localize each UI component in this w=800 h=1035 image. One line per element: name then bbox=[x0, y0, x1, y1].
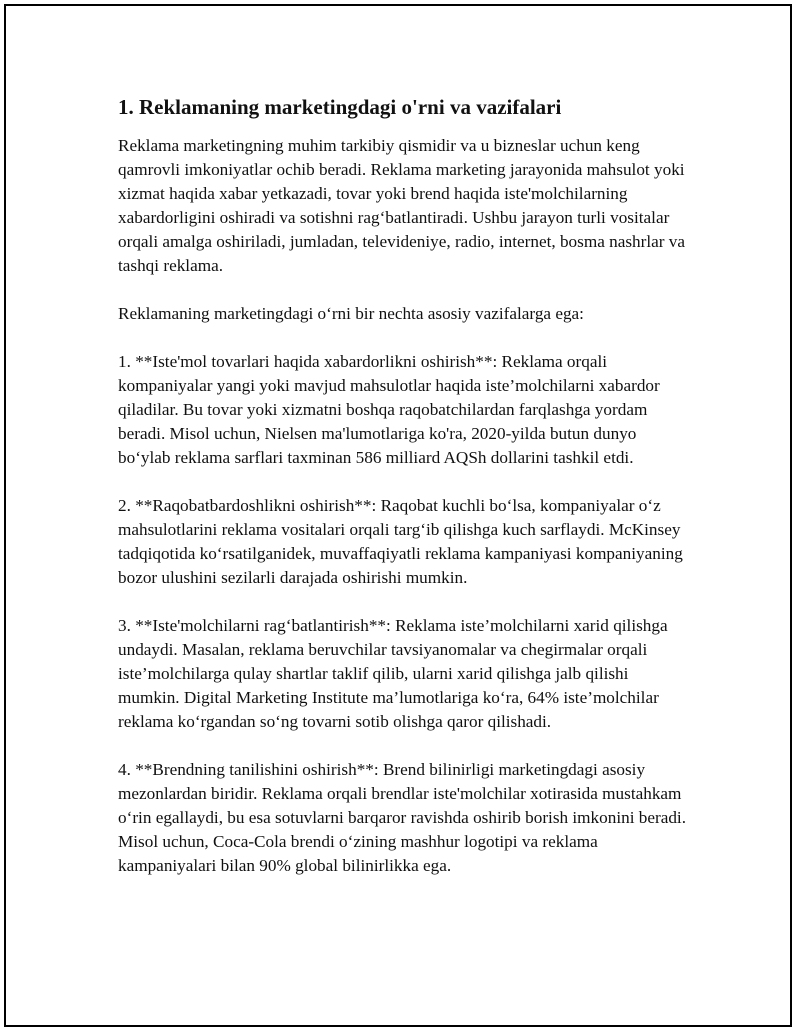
intro-paragraph: Reklama marketingning muhim tarkibiy qismidir va u bizneslar uchun keng qamrovli imkoniyatlar ochib beradi. Reklama marketing jarayonida mahsulot yoki xizmat haqida xabar yetkazadi, tovar yoki brend haqida iste'molchilarning xabardorligini oshiradi va sotishni rag‘batlantiradi. Ushbu jarayon turli vositalar orqali amalga oshiriladi, jumladan, televideniye, radio, internet, bosma nashrlar va tashqi reklama. bbox=[118, 136, 686, 275]
function-item-competitiveness: 2. **Raqobatbardoshlikni oshirish**: Raqobat kuchli bo‘lsa, kompaniyalar o‘z mahsulotlarini reklama vositalari orqali targ‘ib qilishga kuch sarflaydi. McKinsey tadqiqotida ko‘rsatilganidek, muvaffaqiyatli reklama kampaniyasi kompaniyaning bozor ulushini sezilarli darajada oshirishi mumkin. bbox=[118, 496, 683, 587]
functions-lead-paragraph: Reklamaning marketingdagi o‘rni bir nechta asosiy vazifalarga ega: bbox=[118, 304, 584, 323]
function-item-consumer-incentive: 3. **Iste'molchilarni rag‘batlantirish**: Reklama iste’molchilarni xarid qilishga undaydi. Masalan, reklama beruvchilar tavsiyanomalar va chegirmalar orqali iste’molchilarga qulay shartlar taklif qilib, ularni xarid qilishga jalb qilishi mumkin. Digital Marketing Institute ma’lumotlariga ko‘ra, 64% iste’molchilar reklama ko‘rgandan so‘ng tovarni sotib olishga qaror qilishadi. bbox=[118, 616, 668, 731]
function-item-brand-recognition: 4. **Brendning tanilishini oshirish**: Brend bilinirligi marketingdagi asosiy mezonlardan biridir. Reklama orqali brendlar iste'molchilar xotirasida mustahkam o‘rin egallaydi, bu esa sotuvlarni barqaror ravishda oshirib borish imkonini beradi. Misol uchun, Coca-Cola brendi o‘zining mashhur logotipi va reklama kampaniyalari bilan 90% global bilinirlikka ega. bbox=[118, 760, 687, 875]
section-heading: 1. Reklamaning marketingdagi o'rni va vazifalari bbox=[118, 95, 562, 119]
function-item-awareness: 1. **Iste'mol tovarlari haqida xabardorlikni oshirish**: Reklama orqali kompaniyalar yangi yoki mavjud mahsulotlar haqida iste’molchilarni xabardor qiladilar. Bu tovar yoki xizmatni boshqa raqobatchilardan farqlashga yordam beradi. Misol uchun, Nielsen ma'lumotlariga ko'ra, 2020-yilda butun dunyo bo‘ylab reklama sarflari taxminan 586 milliard AQSh dollarini tashkil etdi. bbox=[118, 352, 660, 467]
document-body bbox=[118, 92, 692, 902]
